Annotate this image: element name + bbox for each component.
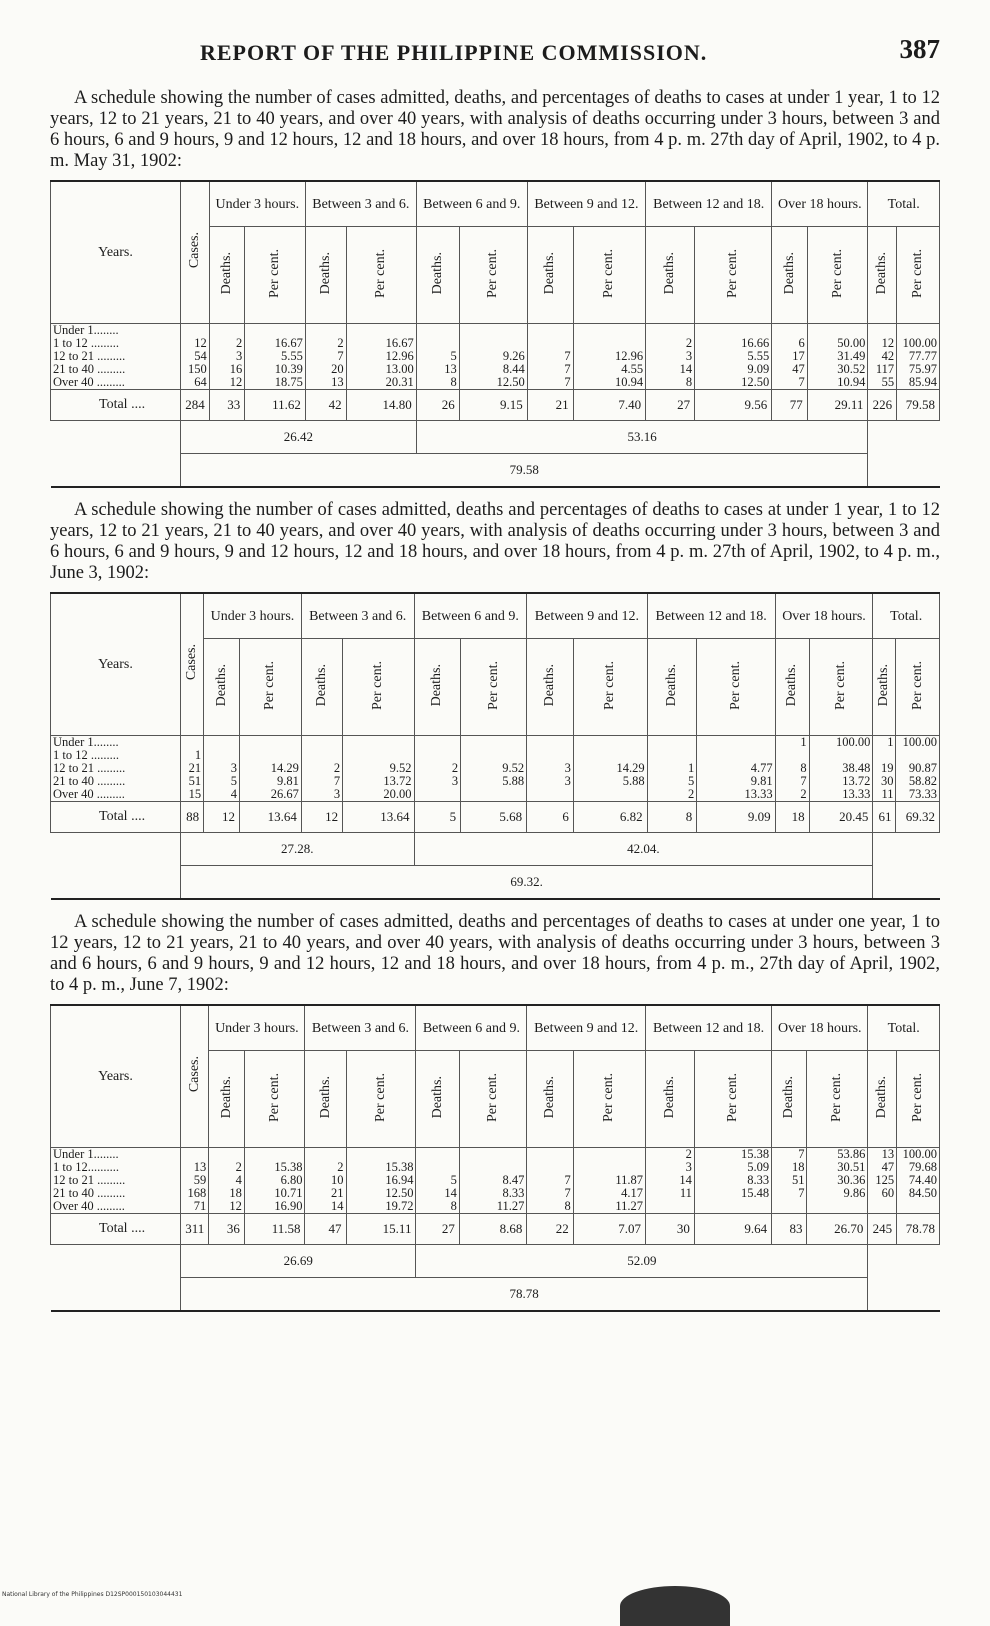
percent-column: 9.26 8.44 12.50 [459,324,527,390]
total-value: 245 [868,1214,897,1245]
deaths-column: 3 3 [527,736,574,802]
schedule-2-table [50,592,940,900]
total-value: 79.58 [897,390,940,421]
between-6-9-header: Between 6 and 9. [416,181,527,227]
total-header: Total. [868,1005,940,1051]
total-value: 33 [209,390,245,421]
total-value: 14.80 [346,390,416,421]
years-header: Years. [51,1005,181,1148]
deaths-header: Deaths. [527,227,573,324]
total-value: 11.62 [245,390,306,421]
between-9-12-header: Between 9 and 12. [527,181,645,227]
deaths-column: 5 14 8 [416,1148,459,1214]
total-label: Total .... [51,1214,181,1245]
deaths-column: 1 5 2 [647,736,697,802]
deaths-header: Deaths. [416,1051,459,1148]
grand-total-row [51,1278,940,1312]
deaths-header: Deaths. [775,639,809,736]
percent-column: 9.52 5.88 [461,736,527,802]
total-value: 26.70 [807,1214,868,1245]
percent-header: Per cent. [695,227,772,324]
over-18-header: Over 18 hours. [772,181,868,227]
between-12-18-header: Between 12 and 18. [647,593,775,639]
total-label: Total .... [51,390,181,421]
deaths-header: Deaths. [527,639,574,736]
percent-header: Per cent. [461,639,527,736]
scan-shadow [620,1586,730,1626]
percent-header: Per cent. [807,227,868,324]
years-header: Years. [51,593,181,736]
total-row [51,390,940,421]
deaths-header: Deaths. [301,639,342,736]
between-3-6-header: Between 3 and 6. [305,1005,416,1051]
total-value: 6 [527,802,574,833]
percent-column: 100.00 38.48 13.72 13.33 [809,736,873,802]
total-value: 27 [646,390,695,421]
group-header-row [51,1005,940,1051]
deaths-column: 2 7 20 13 [305,324,346,390]
percent-header: Per cent. [809,639,873,736]
total-value: 5 [414,802,461,833]
total-value: 47 [305,1214,346,1245]
percent-column: 15.38 16.94 12.50 19.72 [346,1148,416,1214]
percent-column: 11.87 4.17 11.27 [573,1148,645,1214]
subtotal-over-6: 52.09 [416,1245,868,1278]
group-header-row [51,593,940,639]
percent-header: Per cent. [897,227,940,324]
data-row [51,324,940,390]
deaths-column: 5 13 8 [416,324,459,390]
total-value: 5.68 [461,802,527,833]
deaths-header: Deaths. [647,639,697,736]
between-3-6-header: Between 3 and 6. [301,593,414,639]
cases-header: Cases. [181,181,210,324]
percent-header: Per cent. [346,1051,416,1148]
total-value: 29.11 [807,390,868,421]
subtotal-row [51,421,940,454]
years-header: Years. [51,181,181,324]
schedule-3-intro: A schedule showing the number of cases admitted, deaths and percentages of deaths to cases at under one year, 1 to 12 years, 12 to 21 years, 21 to 40 years, and over 40 years, with analysis of deaths occurring under 3 hours, between 3 and 6 hours, 6 and 9 hours, 9 and 12 hours, 12 and 18 hours, and over 18 hours, from 4 p. m., 27th day of April, 1902, to 4 p. m., June 7, 1902: [50,912,940,995]
report-title: REPORT OF THE PHILIPPINE COMMISSION. [200,40,708,65]
group-header-row [51,181,940,227]
percent-header: Per cent. [459,227,527,324]
under-3-header: Under 3 hours. [209,1005,305,1051]
percent-column: 12.96 4.55 10.94 [573,324,646,390]
schedule-1-table [50,180,940,488]
between-9-12-header: Between 9 and 12. [527,593,647,639]
total-label: Total .... [51,802,181,833]
deaths-header: Deaths. [868,1051,897,1148]
total-value: 12 [204,802,240,833]
deaths-header: Deaths. [645,1051,694,1148]
deaths-column: 7 7 8 [527,1148,573,1214]
percent-header: Per cent. [244,1051,305,1148]
deaths-header: Deaths. [209,227,245,324]
data-row [51,1148,940,1214]
percent-header: Per cent. [573,639,647,736]
percent-header: Per cent. [573,1051,645,1148]
total-value: 42 [305,390,346,421]
total-value: 26 [416,390,459,421]
cases-header: Cases. [181,593,204,736]
total-value: 311 [181,1214,209,1245]
deaths-column: 1 19 30 11 [873,736,896,802]
age-group-labels: Under 1........ 1 to 12 ......... 12 to 21 ......... 21 to 40 ......... Over 40 ......... [51,736,181,802]
total-value: 8 [647,802,697,833]
percent-column: 14.29 9.81 26.67 [239,736,301,802]
library-watermark: National Library of the Philippines D12SP000150103044431 [2,1591,183,1598]
subtotal-over-6: 42.04. [414,833,873,866]
between-12-18-header: Between 12 and 18. [645,1005,771,1051]
total-value: 18 [775,802,809,833]
grand-total: 69.32. [181,866,873,900]
total-value: 83 [772,1214,807,1245]
percent-column: 16.66 5.55 9.09 12.50 [695,324,772,390]
total-value: 7.40 [573,390,646,421]
deaths-column: 7 18 51 7 [772,1148,807,1214]
deaths-header: Deaths. [204,639,240,736]
percent-column: 15.38 6.80 10.71 16.90 [244,1148,305,1214]
under-3-header: Under 3 hours. [209,181,305,227]
under-3-header: Under 3 hours. [204,593,302,639]
deaths-header: Deaths. [873,639,896,736]
schedule-1-intro: A schedule showing the number of cases admitted, deaths, and percentages of deaths to cases at under 1 year, 1 to 12 years, 12 to 21 years, 21 to 40 years, and over 40 years, with analysis of deaths occurring under 3 hours, between 3 and 6 hours, 6 and 9 hours, 9 and 12 hours, 12 and 18 hours, and over 18 hours, from 4 p. m. 27th day of April, 1902, to 4 p. m. May 31, 1902: [50,88,940,171]
subtotal-under-6: 27.28. [181,833,415,866]
total-value: 20.45 [809,802,873,833]
total-value: 36 [209,1214,245,1245]
schedule-2-intro: A schedule showing the number of cases admitted, deaths and percentages of deaths to cases at under 1 year, 1 to 12 years, 12 to 21 years, 21 to 40 years, and over 40 years, with analysis of deaths occurring under 3 hours, between 3 and 6 hours, 6 and 9 hours, 9 and 12 hours, 12 and 18 hours, and over 18 hours, from 4 p. m. 27th of April, 1902, to 4 p. m., June 3, 1902: [50,500,940,583]
deaths-header: Deaths. [772,1051,807,1148]
total-value: 9.15 [459,390,527,421]
deaths-header: Deaths. [646,227,695,324]
subtotal-over-6: 53.16 [416,421,868,454]
percent-header: Per cent. [343,639,414,736]
percent-column: 9.52 13.72 20.00 [343,736,414,802]
between-6-9-header: Between 6 and 9. [416,1005,527,1051]
total-value: 21 [527,390,573,421]
over-18-header: Over 18 hours. [772,1005,868,1051]
total-value: 27 [416,1214,459,1245]
percent-column: 16.67 12.96 13.00 20.31 [346,324,416,390]
deaths-column: 2 3 [414,736,461,802]
deaths-header: Deaths. [416,227,459,324]
deaths-column: 2 7 3 [301,736,342,802]
between-9-12-header: Between 9 and 12. [527,1005,646,1051]
percent-header: Per cent. [346,227,416,324]
subtotal-under-6: 26.42 [181,421,417,454]
percent-column: 8.47 8.33 11.27 [459,1148,527,1214]
page-header [50,30,940,76]
total-value: 226 [868,390,897,421]
over-18-header: Over 18 hours. [775,593,873,639]
deaths-header: Deaths. [527,1051,573,1148]
percent-column: 100.00 77.77 75.97 85.94 [897,324,940,390]
schedule-3-table [50,1004,940,1312]
percent-header: Per cent. [897,1051,940,1148]
total-value: 22 [527,1214,573,1245]
report-page [50,30,940,1312]
percent-header: Per cent. [239,639,301,736]
age-group-labels: Under 1........ 1 to 12 ......... 12 to 21 ......... 21 to 40 ......... Over 40 ......... [51,324,181,390]
subtotal-row [51,1245,940,1278]
percent-header: Per cent. [807,1051,868,1148]
total-header: Total. [873,593,940,639]
percent-column: 100.00 90.87 58.82 73.33 [896,736,940,802]
cases-column: 12 54 150 64 [181,324,210,390]
between-12-18-header: Between 12 and 18. [646,181,772,227]
percent-header: Per cent. [697,639,775,736]
total-value: 11.58 [244,1214,305,1245]
percent-column: 50.00 31.49 30.52 10.94 [807,324,868,390]
total-value: 15.11 [346,1214,416,1245]
total-value: 88 [181,802,204,833]
percent-column: 100.00 79.68 74.40 84.50 [897,1148,940,1214]
total-value: 13.64 [239,802,301,833]
subtotal-under-6: 26.69 [181,1245,416,1278]
cases-header: Cases. [181,1005,209,1148]
total-value: 9.56 [695,390,772,421]
percent-header: Per cent. [245,227,306,324]
total-value: 9.09 [697,802,775,833]
total-value: 6.82 [573,802,647,833]
deaths-column: 7 7 7 [527,324,573,390]
percent-header: Per cent. [896,639,940,736]
total-value: 30 [645,1214,694,1245]
page-number: 387 [899,34,940,64]
percent-header: Per cent. [694,1051,771,1148]
total-value: 77 [772,390,808,421]
percent-column: 15.38 5.09 8.33 15.48 [694,1148,771,1214]
total-value: 7.07 [573,1214,645,1245]
subtotal-row [51,833,940,866]
deaths-column: 2 3 14 11 [645,1148,694,1214]
total-value: 61 [873,802,896,833]
deaths-header: Deaths. [772,227,808,324]
cases-column: 1 21 51 15 [181,736,204,802]
percent-header: Per cent. [573,227,646,324]
deaths-column: 2 4 18 12 [209,1148,245,1214]
total-value: 69.32 [896,802,940,833]
total-row [51,802,940,833]
deaths-header: Deaths. [305,227,346,324]
deaths-column: 2 3 14 8 [646,324,695,390]
percent-header: Per cent. [459,1051,527,1148]
grand-total: 79.58 [181,454,868,488]
deaths-column: 13 47 125 60 [868,1148,897,1214]
percent-column: 14.29 5.88 [573,736,647,802]
deaths-header: Deaths. [209,1051,245,1148]
deaths-header: Deaths. [305,1051,346,1148]
grand-total-row [51,454,940,488]
deaths-column: 2 3 16 12 [209,324,245,390]
data-row [51,736,940,802]
total-value: 9.64 [694,1214,771,1245]
percent-column: 16.67 5.55 10.39 18.75 [245,324,306,390]
total-value: 13.64 [343,802,414,833]
total-value: 78.78 [897,1214,940,1245]
grand-total: 78.78 [181,1278,868,1312]
grand-total-row [51,866,940,900]
between-6-9-header: Between 6 and 9. [414,593,527,639]
deaths-column: 6 17 47 7 [772,324,808,390]
cases-column: 13 59 168 71 [181,1148,209,1214]
total-header: Total. [868,181,940,227]
deaths-column: 2 10 21 14 [305,1148,346,1214]
total-value: 284 [181,390,210,421]
deaths-header: Deaths. [868,227,897,324]
between-3-6-header: Between 3 and 6. [305,181,416,227]
deaths-column: 3 5 4 [204,736,240,802]
age-group-labels: Under 1........ 1 to 12.......... 12 to 21 ......... 21 to 40 ......... Over 40 ......... [51,1148,181,1214]
total-value: 12 [301,802,342,833]
total-row [51,1214,940,1245]
deaths-header: Deaths. [414,639,461,736]
percent-column: 53.86 30.51 30.36 9.86 [807,1148,868,1214]
percent-column: 4.77 9.81 13.33 [697,736,775,802]
total-value: 8.68 [459,1214,527,1245]
deaths-column: 1 8 7 2 [775,736,809,802]
deaths-column: 12 42 117 55 [868,324,897,390]
